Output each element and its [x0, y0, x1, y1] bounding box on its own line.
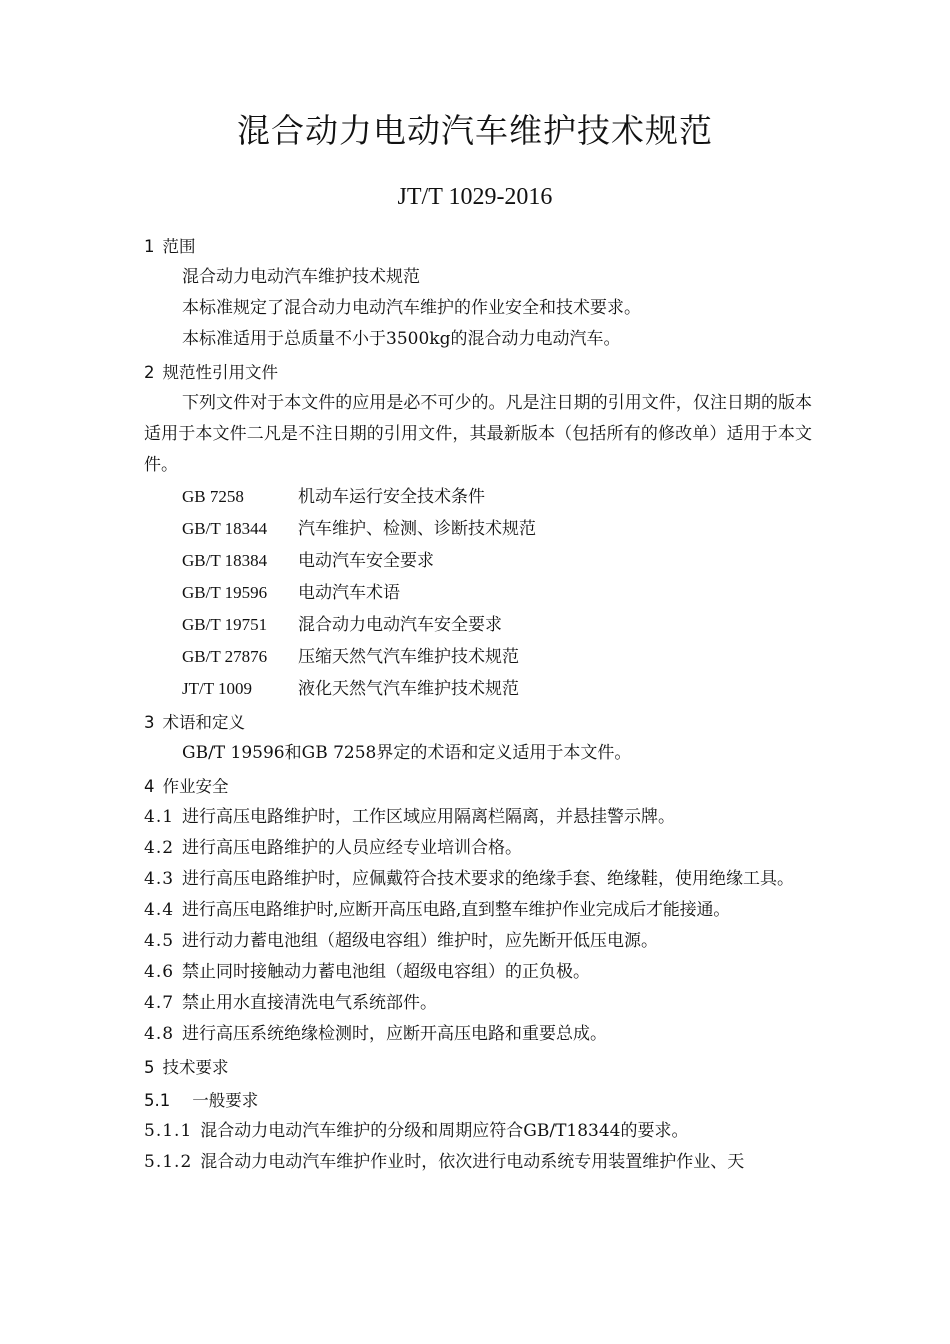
section-heading-technical-requirements	[144, 1052, 812, 1083]
reference-code: GB 7258	[182, 487, 244, 506]
reference-item	[144, 513, 812, 545]
section-title: 规范性引用文件	[162, 363, 278, 382]
clause-text: 进行高压电路维护时,应断开高压电路,直到整车维护作业完成后才能接通。	[182, 900, 731, 920]
section-number: 4	[144, 777, 155, 796]
section-heading-normative-references	[144, 357, 812, 388]
reference-title: 电动汽车安全要求	[298, 551, 434, 571]
reference-title: 电动汽车术语	[298, 583, 400, 603]
reference-item	[144, 609, 812, 641]
reference-title: 压缩天然气汽车维护技术规范	[298, 647, 519, 667]
section-title: 术语和定义	[162, 713, 245, 732]
section-heading-terms	[144, 707, 812, 738]
reference-item	[144, 481, 812, 513]
clause-number: 5.1.1	[144, 1121, 193, 1141]
safety-item	[144, 1019, 812, 1050]
section-number: 3	[144, 713, 155, 732]
safety-item	[144, 988, 812, 1019]
subsection-number: 5.1	[144, 1091, 171, 1110]
clause-number: 4.4	[144, 900, 175, 920]
reference-code: GB/T 18344	[182, 519, 268, 538]
requirement-item	[144, 1116, 812, 1147]
clause-text: 进行高压电路维护时，工作区域应用隔离栏隔离，并悬挂警示牌。	[182, 807, 676, 827]
reference-code: GB/T 19596	[182, 583, 268, 602]
section-title: 技术要求	[162, 1058, 229, 1077]
reference-code: GB/T 27876	[182, 647, 268, 666]
document-title: 混合动力电动汽车维护技术规范	[237, 111, 713, 150]
document-code: JT/T 1029-2016	[397, 184, 553, 210]
clause-number: 4.6	[144, 962, 175, 982]
document-body	[144, 229, 812, 1178]
section-heading-work-safety	[144, 771, 812, 802]
clause-number: 4.8	[144, 1024, 175, 1044]
terms-line: GB/T 19596和GB 7258界定的术语和定义适用于本文件。	[182, 743, 632, 763]
reference-code: GB/T 19751	[182, 615, 268, 634]
section-number: 5	[144, 1058, 155, 1077]
scope-line: 本标准适用于总质量不小于3500kg的混合动力电动汽车。	[182, 329, 621, 349]
section-title: 作业安全	[162, 777, 229, 796]
clause-text: 混合动力电动汽车维护的分级和周期应符合GB/T18344的要求。	[200, 1121, 689, 1141]
clause-number: 4.2	[144, 838, 175, 858]
safety-item	[144, 926, 812, 957]
subsection-heading-general-requirements	[144, 1085, 812, 1116]
scope-line: 本标准规定了混合动力电动汽车维护的作业安全和技术要求。	[182, 298, 641, 318]
clause-text: 进行高压电路维护的人员应经专业培训合格。	[182, 838, 523, 858]
reference-item	[144, 673, 812, 705]
safety-item	[144, 802, 812, 833]
safety-item	[144, 833, 812, 864]
reference-code: JT/T 1009	[182, 679, 253, 698]
section-heading-scope	[144, 231, 812, 262]
scope-line: 混合动力电动汽车维护技术规范	[182, 267, 420, 287]
clause-number: 4.7	[144, 993, 175, 1013]
clause-text: 禁止同时接触动力蓄电池组（超级电容组）的正负极。	[182, 962, 591, 982]
reference-code: GB/T 18384	[182, 551, 268, 570]
requirement-item	[144, 1147, 812, 1178]
clause-number: 4.5	[144, 931, 175, 951]
clause-number: 4.1	[144, 807, 175, 827]
clause-number: 5.1.2	[144, 1152, 193, 1172]
clause-text: 进行高压系统绝缘检测时，应断开高压电路和重要总成。	[182, 1024, 608, 1044]
clause-text: 进行高压电路维护时，应佩戴符合技术要求的绝缘手套、绝缘鞋，使用绝缘工具。	[182, 869, 795, 889]
clause-text: 进行动力蓄电池组（超级电容组）维护时，应先断开低压电源。	[182, 931, 659, 951]
section-title: 范围	[162, 237, 196, 256]
section-number: 2	[144, 363, 155, 382]
reference-item	[144, 577, 812, 609]
references-paragraph: 下列文件对于本文件的应用是必不可少的。凡是注日期的引用文件，仅注日期的版本适用于本文件二凡是不注日期的引用文件，其最新版本（包括所有的修改单）适用于本文件。	[144, 393, 812, 475]
safety-item	[144, 895, 812, 926]
clause-number: 4.3	[144, 869, 175, 889]
safety-item	[144, 864, 812, 895]
reference-title: 汽车维护、检测、诊断技术规范	[298, 519, 536, 539]
reference-title: 混合动力电动汽车安全要求	[298, 615, 502, 635]
clause-text: 混合动力电动汽车维护作业时，依次进行电动系统专用装置维护作业、天	[200, 1152, 745, 1172]
reference-title: 机动车运行安全技术条件	[298, 487, 485, 507]
section-number: 1	[144, 237, 155, 256]
clause-text: 禁止用水直接清洗电气系统部件。	[182, 993, 438, 1013]
reference-item	[144, 545, 812, 577]
reference-item	[144, 641, 812, 673]
subsection-title: 一般要求	[192, 1091, 259, 1110]
safety-item	[144, 957, 812, 988]
reference-title: 液化天然气汽车维护技术规范	[298, 679, 519, 699]
